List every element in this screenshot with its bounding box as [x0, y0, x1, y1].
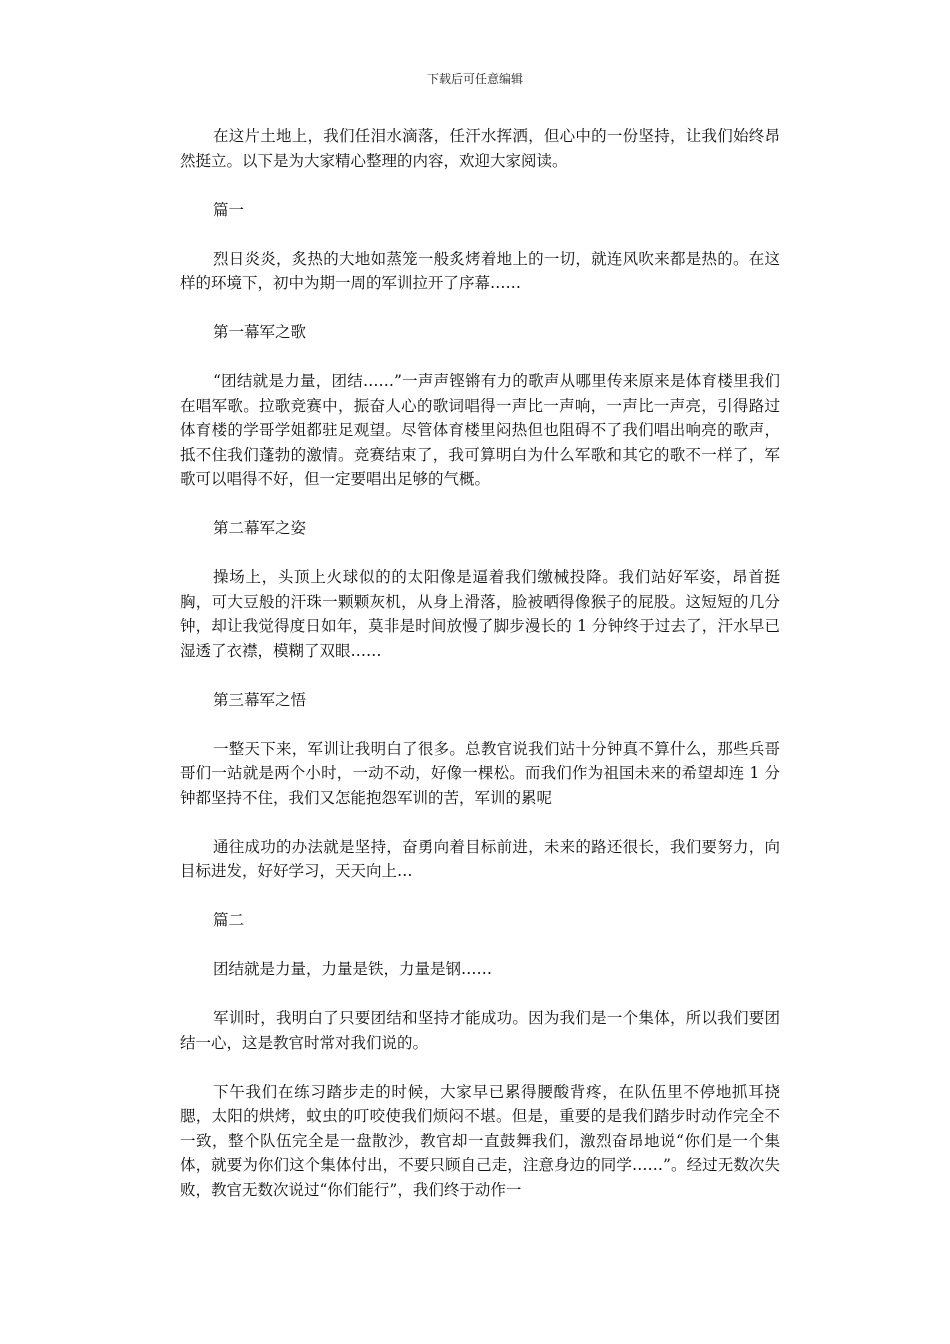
paragraph: 下午我们在练习踏步走的时候，大家早已累得腰酸背疼，在队伍里不停地抓耳挠腮，太阳的烘烤，蚊虫的叮咬使我们烦闷不堪。但是，重要的是我们踏步时动作完全不一致，整个队伍完全是一盘散沙，教官却一直鼓舞我们，激烈奋昂地说“你们是一个集体，就要为你们这个集体付出，不要只顾自己走，注意身边的同学……”。经过无数次失败，教官无数次说过“你们能行”，我们终于动作一 — [180, 1082, 780, 1199]
paragraph: 团结就是力量，力量是铁，力量是钢…… — [213, 960, 493, 978]
section-heading-1: 篇一 — [213, 200, 245, 219]
paragraph: 军训时，我明白了只要团结和坚持才能成功。因为我们是一个集体，所以我们要团结一心，这是教官时常对我们说的。 — [180, 1009, 780, 1052]
subsection-heading-song: 第一幕军之歌 — [213, 323, 307, 341]
subsection-heading-posture: 第二幕军之姿 — [213, 519, 307, 537]
subsection-heading-insight: 第三幕军之悟 — [213, 690, 307, 709]
paragraph: 一整天下来，军训让我明白了很多。总教官说我们站十分钟真不算什么，那些兵哥哥们一站就是两个小时，一动不动，好像一棵松。而我们作为祖国未来的希望却连 1 分钟都坚持不住，我们又怎能抱怨军训的苦，军训的累呢 — [180, 739, 780, 807]
paragraph: 通往成功的办法就是坚持，奋勇向着目标前进，未来的路还很长，我们要努力，向目标进发，好好学习，天天向上… — [180, 837, 780, 880]
document-body — [180, 124, 780, 1227]
page-header: 下载后可任意编辑 — [426, 72, 523, 86]
paragraph: “团结就是力量，团结……”一声声铿锵有力的歌声从哪里传来原来是体育楼里我们在唱军歌。拉歌竞赛中，振奋人心的歌词唱得一声比一声响，一声比一声亮，引得路过体育楼的学哥学姐都驻足观望。尽管体育楼里闷热但也阻碍不了我们唱出响亮的歌声，抵不住我们蓬勃的激情。竞赛结束了，我可算明白为什么军歌和其它的歌不一样了，军歌可以唱得不好，但一定要唱出足够的气概。 — [180, 372, 780, 488]
section-heading-2: 篇二 — [213, 911, 245, 929]
intro-paragraph: 在这片土地上，我们任泪水滴落，任汗水挥洒，但心中的一份坚持，让我们始终昂然挺立。以下是为大家精心整理的内容，欢迎大家阅读。 — [180, 127, 780, 170]
paragraph: 操场上，头顶上火球似的的太阳像是逼着我们缴械投降。我们站好军姿，昂首挺胸，可大豆般的汗珠一颗颗灰机，从身上滑落，脸被晒得像猴子的屁股。这短短的几分钟，却让我觉得度日如年，莫非是时间放慢了脚步漫长的 1 分钟终于过去了，汗水早已湿透了衣襟，模糊了双眼…… — [180, 568, 780, 660]
paragraph: 烈日炎炎，炙热的大地如蒸笼一般炙烤着地上的一切，就连风吹来都是热的。在这样的环境下，初中为期一周的军训拉开了序幕…… — [180, 249, 780, 292]
